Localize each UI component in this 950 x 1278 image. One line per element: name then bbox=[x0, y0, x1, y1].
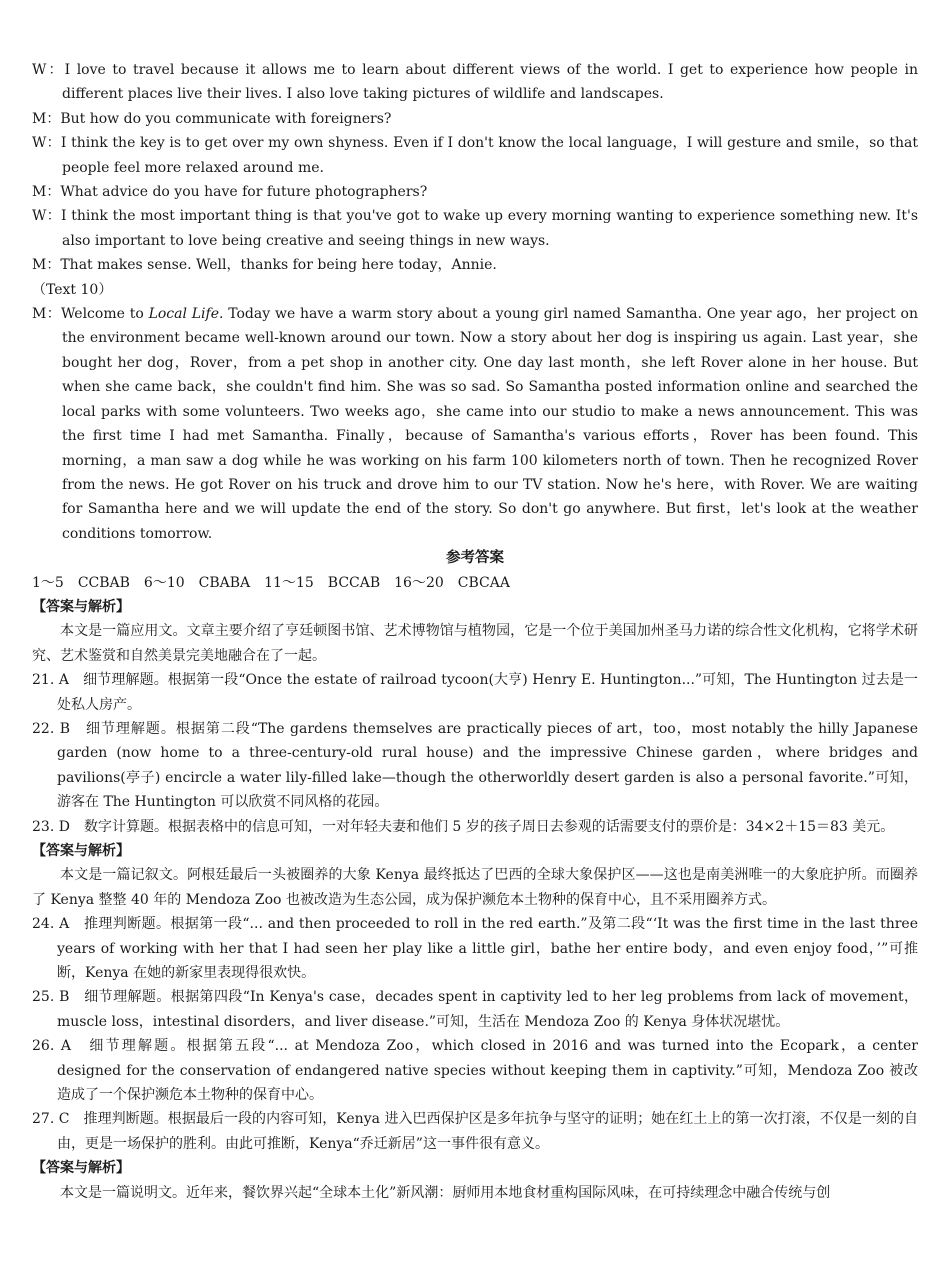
dialog-block bbox=[32, 58, 918, 546]
section-intro: 本文是一篇应用文。文章主要介绍了亨廷顿图书馆、艺术博物馆与植物园，它是一个位于美国加州圣马力诺的综合性文化机构，它将学术研究、艺术鉴赏和自然美景完美地融合在了一起。 bbox=[32, 623, 918, 664]
answer-item: 26. A 细节理解题。根据第五段“... at Mendoza Zoo，which closed in 2016 and was turned into the Ecopark，a center designed for the conservation of endangered native species without keeping them in captivity.”可知，Mendoza Zoo 被改造成了一个保护濒危本土物种的保育中心。 bbox=[32, 1038, 918, 1104]
section-heading: 【答案与解析】 bbox=[32, 598, 130, 615]
answer-item: 23. D 数字计算题。根据表格中的信息可知，一对年轻夫妻和他们 5 岁的孩子周日去参观的话需要支付的票价是：34×2＋15＝83 美元。 bbox=[32, 818, 895, 835]
speaker-label: W： bbox=[32, 135, 61, 152]
speaker-label: M： bbox=[32, 110, 61, 127]
speaker-label: M： bbox=[32, 306, 62, 323]
answer-item: 21. A 细节理解题。根据第一段“Once the estate of railroad tycoon(大亨) Henry E. Huntington...”可知，The Huntington 过去是一处私人房产。 bbox=[32, 672, 918, 713]
answer-item: 24. A 推理判断题。根据第一段“... and then proceeded to roll in the red earth.”及第二段“‘It was the first time in the last three years of working with her that I had seen her play like a little girl，bathe her entire body，and even enjoy food，’”可推断，Kenya 在她的新家里表现得很欢快。 bbox=[32, 916, 918, 982]
dialog-text: What advice do you have for future photographers? bbox=[60, 184, 428, 201]
section-intro: 本文是一篇记叙文。阿根廷最后一头被圈养的大象 Kenya 最终抵达了巴西的全球大象保护区——这也是南美洲唯一的大象庇护所。而圈养了 Kenya 整整 40 年的 Mendoza Zoo 也被改造为生态公园，成为保护濒危本土物种的保育中心，且不采用圈养方式。 bbox=[32, 867, 918, 908]
text10-lead: Welcome to bbox=[61, 306, 149, 323]
answer-item: 22. B 细节理解题。根据第二段“The gardens themselves are practically pieces of art，too，most notably the hilly Japanese garden (now home to a three-century-old rural house) and the impressive Chinese garden，where bridges and pavilions(亭子) encircle a water lily-filled lake—though the otherworldly desert garden is also a personal favorite.”可知，游客在 The Huntington 可以欣赏不同风格的花园。 bbox=[32, 720, 918, 811]
dialog-line bbox=[32, 204, 918, 253]
explanation-section bbox=[32, 1156, 918, 1205]
text10-monologue bbox=[32, 302, 918, 546]
dialog-line bbox=[32, 180, 918, 204]
explanation-section bbox=[32, 595, 918, 839]
answer-item: 25. B 细节理解题。根据第四段“In Kenya's case，decades spent in captivity led to her leg problems from lack of movement，muscle loss，intestinal disorders，and liver disease.”可知，生活在 Mendoza Zoo 的 Kenya 身体状况堪忧。 bbox=[32, 989, 918, 1030]
dialog-text: I think the key is to get over my own shyness. Even if I don't know the local language，I will gesture and smile，so that people feel more relaxed around me. bbox=[60, 135, 918, 176]
section-heading: 【答案与解析】 bbox=[32, 1160, 130, 1177]
section-heading: 【答案与解析】 bbox=[32, 843, 130, 859]
show-name: Local Life bbox=[148, 306, 219, 323]
answer-keys: 1～5 CCBAB 6～10 CBABA 11～15 BCCAB 16～20 CBCAA bbox=[32, 574, 510, 591]
dialog-text: But how do you communicate with foreigners? bbox=[60, 110, 392, 127]
speaker-label: W： bbox=[32, 62, 65, 78]
answer-item: 27. C 推理判断题。根据最后一段的内容可知，Kenya 进入巴西保护区是多年抗争与坚守的证明；她在红土上的第一次打滚，不仅是一刻的自由，更是一场保护的胜利。由此可推断，Kenya“乔迁新居”这一事件很有意义。 bbox=[32, 1111, 918, 1152]
dialog-line bbox=[32, 131, 918, 180]
dialog-line bbox=[32, 107, 918, 131]
speaker-label: M： bbox=[32, 257, 61, 274]
dialog-text: I think the most important thing is that you've got to wake up every morning wanting to experience something new. It's also important to love being creative and seeing things in new ways. bbox=[61, 208, 919, 249]
speaker-label: M： bbox=[32, 184, 61, 201]
answers-title: 参考答案 bbox=[446, 550, 504, 567]
dialog-line bbox=[32, 253, 918, 277]
explanation-section bbox=[32, 839, 918, 1156]
speaker-label: W： bbox=[32, 208, 61, 225]
dialog-text: I love to travel because it allows me to learn about different views of the world. I get to experience how people in different places live their lives. I also love taking pictures of wildlife and landscapes. bbox=[62, 62, 919, 103]
text10-body: . Today we have a warm story about a young girl named Samantha. One year ago，her project on the environment became well-known around our town. Now a story about her dog is inspiring us again. Last year，she bought her dog，Rover，from a pet shop in another city. One day last month，she left Rover alone in her house. But when she came back，she couldn't find him. She was so sad. So Samantha posted information online and searched the local parks with some volunteers. Two weeks ago，she came into our studio to make a news announcement. This was the first time I had met Samantha. Finally，because of Samantha's various efforts，Rover has been found. This morning，a man saw a dog while he was working on his farm 100 kilometers north of town. Then he recognized Rover from the news. He got Rover on his truck and drove him to our TV station. Now he's here，with Rover. We are waiting for Samantha here and we will update the end of the story. So don't go anywhere. But first，let's look at the weather conditions tomorrow. bbox=[62, 306, 918, 542]
dialog-line bbox=[32, 58, 918, 107]
text10-label: （Text 10） bbox=[32, 281, 113, 298]
dialog-text: That makes sense. Well，thanks for being here today，Annie. bbox=[60, 257, 497, 274]
section-intro: 本文是一篇说明文。近年来，餐饮界兴起“全球本土化”新风潮：厨师用本地食材重构国际风味，在可持续理念中融合传统与创 bbox=[60, 1184, 831, 1201]
